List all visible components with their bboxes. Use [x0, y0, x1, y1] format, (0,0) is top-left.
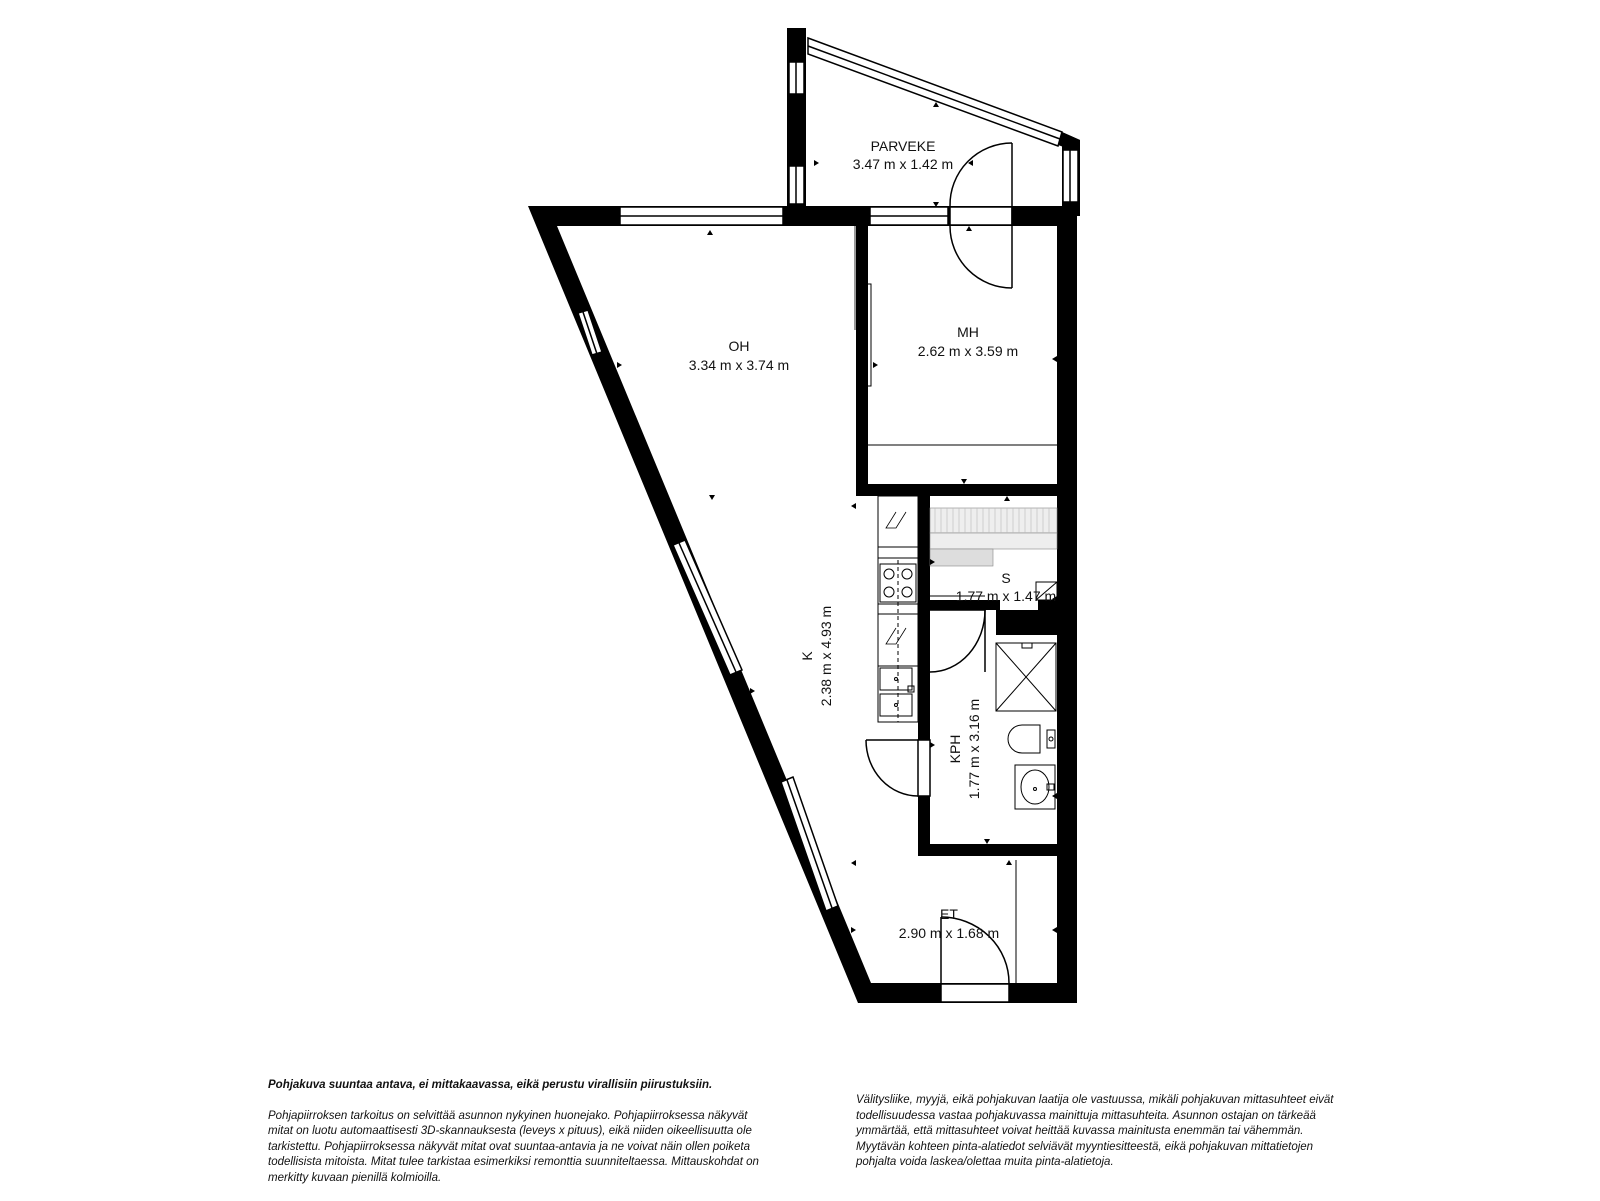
room-name-parveke: PARVEKE: [870, 138, 936, 154]
toilet-icon: [1008, 725, 1055, 753]
room-size-parveke: 3.47 m x 1.42 m: [852, 156, 954, 172]
room-size-et: 2.90 m x 1.68 m: [898, 925, 1000, 941]
room-size-oh: 3.34 m x 3.74 m: [688, 357, 790, 373]
room-name-k: K: [799, 651, 815, 661]
doors: [866, 596, 1016, 1002]
sauna-benches: [930, 508, 1057, 566]
room-name-oh: OH: [728, 338, 750, 354]
disclaimer-right-paragraph: Välitysliike, myyjä, eikä pohjakuvan laatija ole vastuussa, mikäli pohjakuvan mittasuhteet eivät todellisuudessa vastaa pohjakuvassa mainittuja mittasuhteita. Asunnon ostajan on tärkeää ymmärtää, että mittasuhteet voivat heittää kuvassa mainitusta enemmän tai vähemmän. Myytävän kohteen pinta-alatiedot selviävät myyntiesitteestä, eikä pohjakuvan mittatietojen pohjalta voida laskea/olettaa muita pinta-alatietoja.: [856, 1094, 1334, 1168]
shower-icon: [996, 643, 1056, 711]
room-name-s: S: [1001, 570, 1011, 586]
disclaimer-left: [268, 1078, 768, 1201]
mh-details: [855, 226, 1057, 445]
balcony-door: [950, 143, 1012, 288]
kitchen-sink-icon: [880, 668, 914, 716]
room-size-s: 1.77 m x 1.47 m: [955, 588, 1057, 604]
room-name-mh: MH: [957, 324, 979, 340]
room-size-k: 2.38 m x 4.93 m: [818, 605, 834, 707]
room-name-et: ET: [940, 906, 958, 922]
room-size-kph: 1.77 m x 3.16 m: [966, 698, 982, 800]
bathroom-sink-icon: [1015, 765, 1055, 809]
disclaimer-left-paragraph: Pohjapiirroksen tarkoitus on selvittää asunnon nykyinen huonejako. Pohjapiirroksessa näkyvät mitat on luotu automaattisesti 3D-skannauksesta (leveys x pituus), eikä niiden oikeellisuutta ole tarkistettu. Pohjapiirroksessa näkyvät mitat ovat suuntaa-antavia ja ne voivat näin ollen poiketa todellisista mitoista. Mitat tulee tarkistaa esimerkiksi remonttia suunniteltaessa. Mittauskohdat on merkitty kuvaan pienillä kolmioilla.: [268, 1109, 759, 1184]
balcony-railing: [789, 38, 1078, 204]
room-name-kph: KPH: [947, 734, 963, 764]
windows: [578, 207, 948, 911]
room-size-mh: 2.62 m x 3.59 m: [917, 343, 1019, 359]
disclaimer-heading: Pohjakuva suuntaa antava, ei mittakaavassa, eikä perustu virallisiin piirustuksiin.: [268, 1079, 713, 1091]
disclaimer-right: [856, 1093, 1346, 1186]
